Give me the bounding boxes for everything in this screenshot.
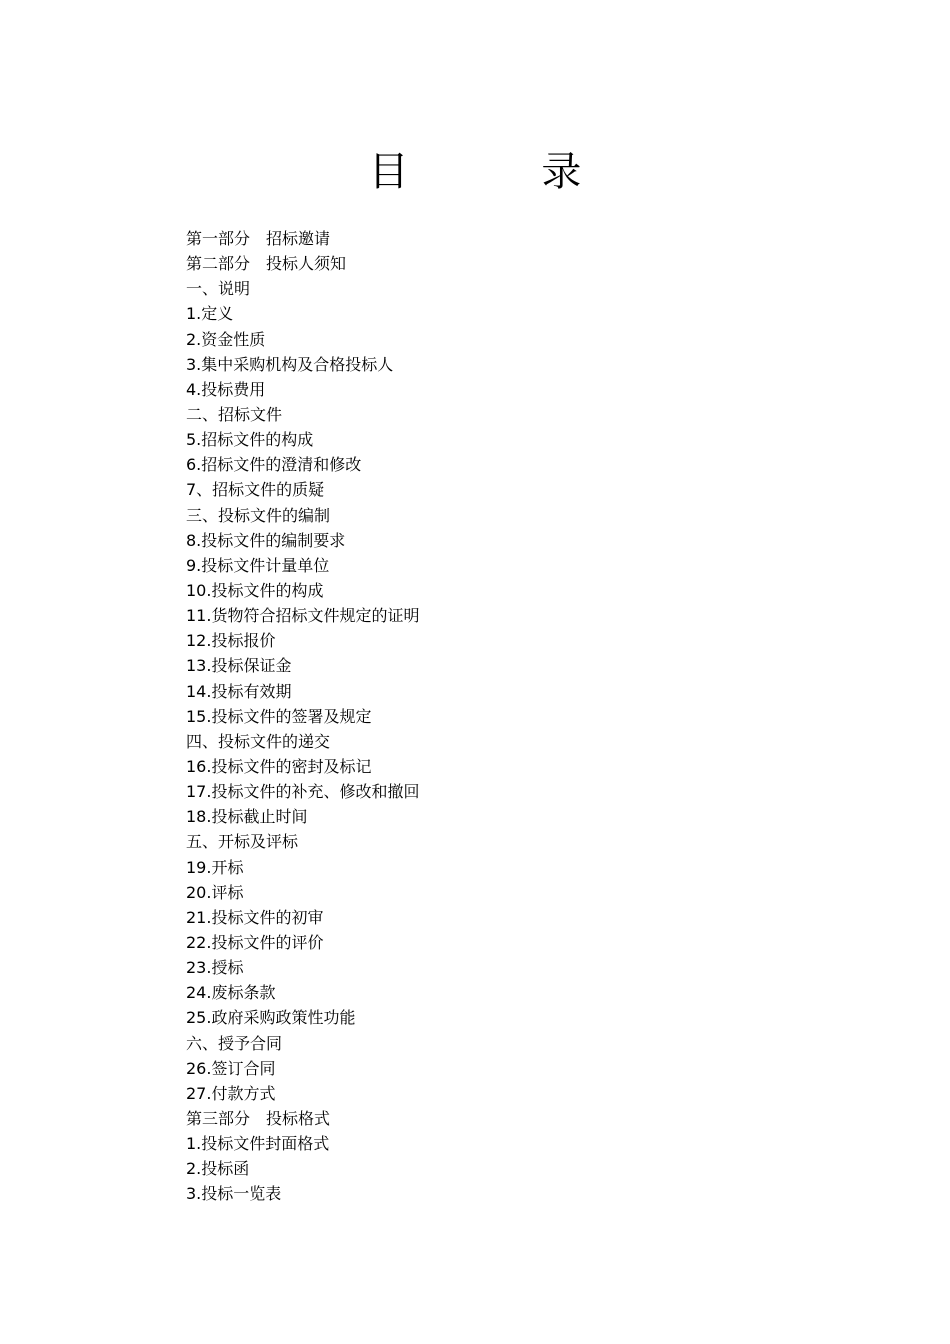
toc-entry: 14.投标有效期 — [186, 681, 292, 701]
toc-entry: 1.投标文件封面格式 — [186, 1134, 330, 1154]
toc-entry: 五、开标及评标 — [186, 832, 299, 852]
toc-entry: 18.投标截止时间 — [186, 807, 308, 827]
toc-entry: 六、授予合同 — [186, 1033, 283, 1053]
toc-entry: 四、投标文件的递交 — [186, 731, 331, 751]
toc-entry: 9.投标文件计量单位 — [186, 555, 330, 575]
toc-entry: 1.定义 — [186, 304, 234, 324]
toc-entry: 26.签订合同 — [186, 1058, 276, 1078]
toc-entry: 2.资金性质 — [186, 329, 266, 349]
toc-entry: 19.开标 — [186, 857, 244, 877]
table-of-contents — [186, 226, 419, 1206]
toc-entry: 27.付款方式 — [186, 1083, 276, 1103]
toc-entry: 第三部分 投标格式 — [186, 1108, 331, 1128]
toc-entry: 4.投标费用 — [186, 379, 266, 399]
toc-entry: 6.招标文件的澄清和修改 — [186, 455, 362, 475]
toc-entry: 25.政府采购政策性功能 — [186, 1008, 356, 1028]
toc-entry: 22.投标文件的评价 — [186, 932, 324, 952]
toc-entry: 13.投标保证金 — [186, 656, 292, 676]
toc-entry: 10.投标文件的构成 — [186, 580, 324, 600]
toc-entry: 3.集中采购机构及合格投标人 — [186, 354, 394, 374]
toc-entry: 8.投标文件的编制要求 — [186, 530, 346, 550]
toc-entry: 一、说明 — [186, 279, 251, 299]
toc-entry: 第一部分 招标邀请 — [186, 229, 331, 248]
toc-entry: 12.投标报价 — [186, 631, 276, 651]
toc-entry: 21.投标文件的初审 — [186, 907, 324, 927]
toc-entry: 15.投标文件的签署及规定 — [186, 706, 372, 726]
toc-entry: 三、投标文件的编制 — [186, 505, 331, 525]
toc-entry: 16.投标文件的密封及标记 — [186, 756, 372, 776]
toc-entry: 3.投标一览表 — [186, 1184, 282, 1204]
toc-entry: 23.授标 — [186, 958, 244, 978]
toc-entry: 17.投标文件的补充、修改和撤回 — [186, 782, 420, 802]
toc-entry: 二、招标文件 — [186, 404, 283, 424]
toc-entry: 2.投标函 — [186, 1159, 250, 1179]
toc-entry: 7、招标文件的质疑 — [186, 480, 325, 500]
page-title: 目 录 — [368, 149, 642, 195]
toc-entry: 20.评标 — [186, 882, 244, 902]
toc-entry: 24.废标条款 — [186, 983, 276, 1003]
toc-entry: 5.招标文件的构成 — [186, 430, 314, 450]
toc-entry: 11.货物符合招标文件规定的证明 — [186, 606, 420, 626]
toc-entry: 第二部分 投标人须知 — [186, 254, 347, 274]
